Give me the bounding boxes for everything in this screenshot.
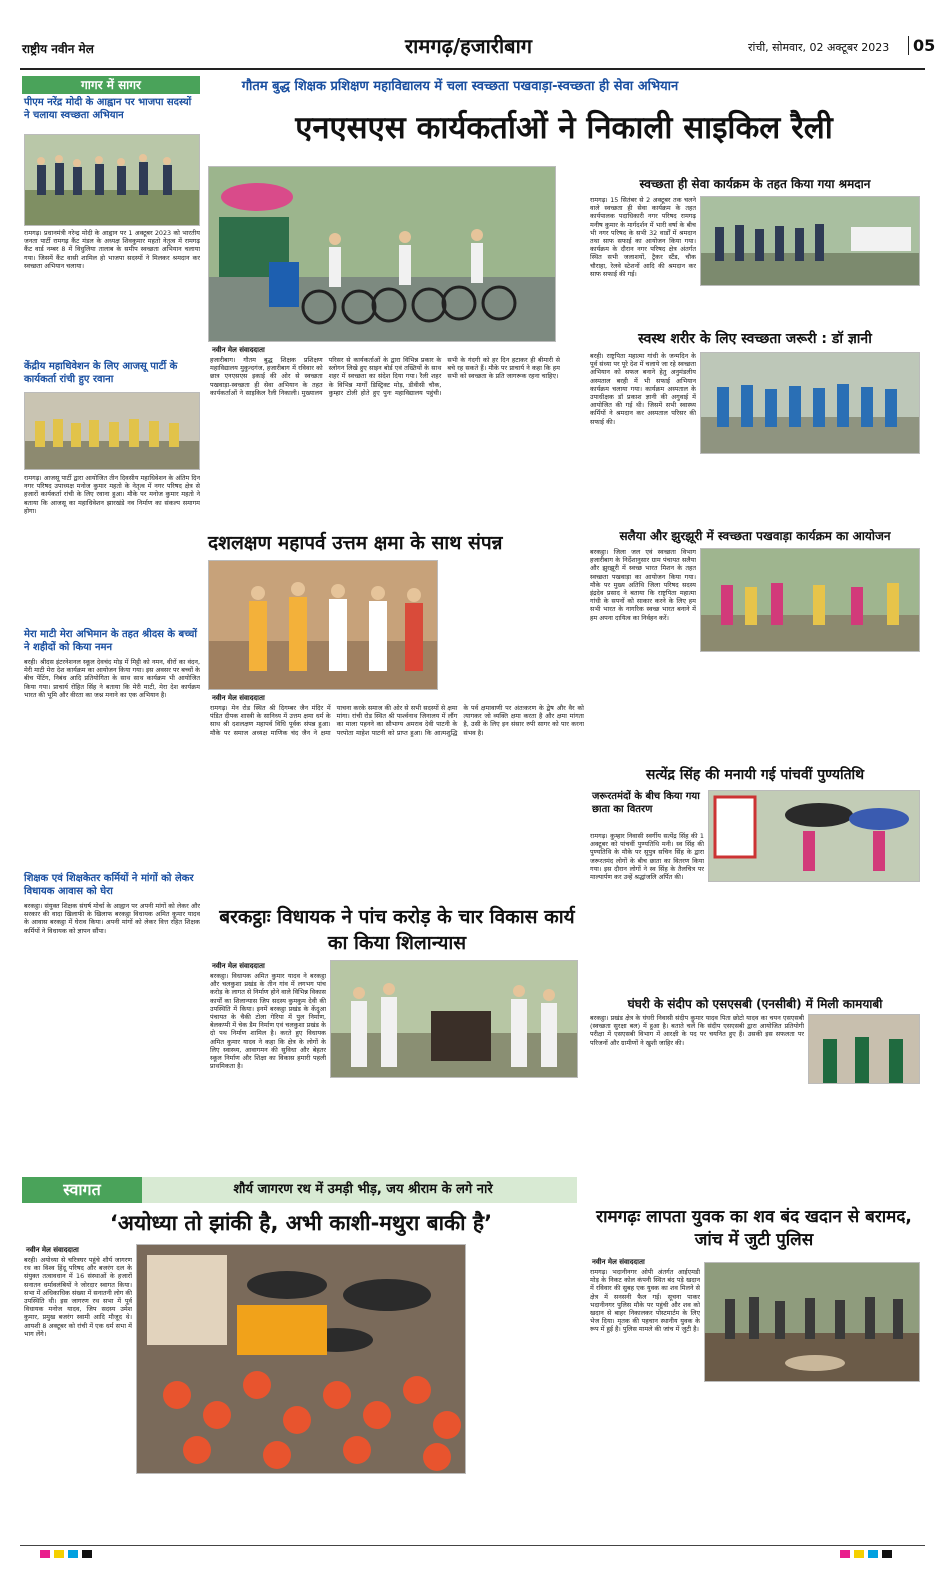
photo-jain-ceremony xyxy=(208,560,438,690)
print-registration-dot xyxy=(54,1550,64,1558)
photo-body-recovery xyxy=(704,1262,920,1382)
ramgarh-byline: नवीन मेल संवाददाता xyxy=(592,1258,645,1266)
photo-cycle-rally xyxy=(208,166,556,342)
photo-sandeep-ssb-image xyxy=(809,1015,920,1084)
print-registration-dot xyxy=(854,1550,864,1558)
bottom-body-left: बरही। अयोध्या से चरित्रघर पहुंचे शौर्य जागरण रथ का विश्व हिंदू परिषद और बजरंग दल के संयुक्त तत्वावधान में 16 संस्थाओं के हजारों सनातन धर्मावलंबियों ने जोरदार स्वागत किया। सभा में अधिकाधिक संख्या में सनातनी लोग की उपस्थिति थी। इस जागरण रथ सभा में पूर्व विधायक मनोज यादव, जिप सदस्य उमेश कुमार, प्रमुख बजरंग स्वामी आदि मौजूद थे। आयशी 8 अक्टूबर को रांची में एक धर्म सभा में भाग लेंगे। xyxy=(24,1256,132,1338)
right-story-5-headline: घंघरी के संदीप को एसएसबी (एनसीबी) में मिली कामयाबी xyxy=(627,997,883,1011)
photo-ajsu-workers-image xyxy=(25,393,200,470)
print-registration-dot xyxy=(882,1550,892,1558)
photo-salaiya-cleanup xyxy=(700,548,920,652)
ramgarh-body: रामगढ़। भदानीनगर ओपी अंतर्गत आईएमडी मोड़ के निकट कोल कंपनी स्थित बंद पड़े खदान में रविवार की सुबह एक युवक का शव मिलने से क्षेत्र में सनसनी फैल गई। सूचना पाकर भदानीनगर पुलिस मौके पर पहुंची और शव को खदान से बाहर निकालकर पोस्टमार्टम के लिए भेज दिया। मृतक की पहचान स्थानीय युवक के रूप में हुई है। पुलिस मामले की जांच में जुटी है। xyxy=(590,1268,700,1334)
footer-color-bar xyxy=(20,1545,925,1559)
main-byline: नवीन मेल संवाददाता xyxy=(212,346,265,354)
photo-sandeep-ssb xyxy=(808,1014,920,1084)
bark-headline: बरकट्ठाः विधायक ने पांच करोड़ के चार विकास कार्य का किया शिलान्यास xyxy=(219,906,575,954)
photo-nagar-parishad xyxy=(700,196,920,286)
newspaper-logo: राष्ट्रीय नवीन मेल xyxy=(22,42,94,56)
swagat-tag: स्वागत xyxy=(22,1177,142,1203)
left-story-3-body: बरही। श्रीदस इंटरनेशनल स्कूल देवचंद मोड़ में मिट्टी को नमन, वीरों का वंदन, मेरी माटी मेरा देश कार्यक्रम का आयोजन किया गया। इस अवसर पर बच्चों के बीच पेंटिंग, निबंध आदि प्रतियोगिता के साथ साथ कार्यक्रम भी आयोजित किया गया। प्राचार्य रोहित सिंह ने बताया कि मेरी माटी, मेरा देश कार्यक्रम भारत की भूमि और वीरता का जश्न मनाने का एक अभियान है। xyxy=(24,658,200,699)
print-registration-dot xyxy=(82,1550,92,1558)
bottom-kicker: शौर्य जागरण रथ में उमड़ी भीड़, जय श्रीराम के लगे नारे xyxy=(233,1182,493,1197)
photo-foundation-stone xyxy=(330,960,578,1078)
page-number: 05 xyxy=(908,36,935,55)
bottom-body-under-photo xyxy=(136,1478,576,1538)
section-title: रामगढ़/हजारीबाग xyxy=(405,34,533,58)
left-story-1-body: रामगढ़। प्रधानमंत्री नरेन्द्र मोदी के आह्वान पर 1 अक्टूबर 2023 को भारतीय जनता पार्टी रामगढ़ कैंट मंडल के अध्यक्ष शिवकुमार महतो नेतृत्व में रामगढ़ कैंट वार्ड नम्बर 8 में विधुलिया तालाब के समीप स्वच्छता अभियान चलाया गया। जिसमें कैंट वासी शामिल हो भाजपा सदस्यों ने मिलकर श्रमदान कर स्वच्छता अभियान चलाया। xyxy=(24,229,200,270)
photo-umbrella-distribution xyxy=(708,790,920,882)
bark-byline: नवीन मेल संवाददाता xyxy=(212,962,265,970)
photo-bjp-cleanup-image xyxy=(25,135,200,226)
bottom-byline: नवीन मेल संवाददाता xyxy=(26,1246,79,1254)
issue-date: रांची, सोमवार, 02 अक्टूबर 2023 xyxy=(748,41,890,54)
photo-hospital-cleanup-image xyxy=(701,353,920,454)
bark-body: बरकट्ठा। विधायक अमित कुमार यादव ने बरकट्ठा और चलकुशा प्रखंड के तीन गांव में लगभग पांच करोड़ के लागत से निर्माण होने वाले विभिन्न विकास कार्यों का शिलान्यास जिप सदस्य कुमकुम देवी की उपस्थिति में किया। इनमें बरकट्ठा प्रखंड के केंदुआ पंचायत के चैकी टोला गेरिया में पुल निर्माण, बेलकप्पी में चेक डैम निर्माण एवं चलकुशा प्रखंड के दो पथ निर्माण शामिल है। करते हुए विधायक अमित कुमार यादव ने कहा कि क्षेत्र के लोगों के लिए स्वास्थ्य, आवागमन की सुविधा और बेहतर स्कूल निर्माण और शिक्षा का विकास हमारी पहली प्राथमिकता है। xyxy=(210,972,326,1071)
print-registration-dot xyxy=(40,1550,50,1558)
photo-foundation-stone-image xyxy=(331,961,578,1078)
photo-shaurya-rath xyxy=(136,1244,466,1474)
dash-byline: नवीन मेल संवाददाता xyxy=(212,694,265,702)
masthead xyxy=(20,30,936,70)
left-story-2-body: रामगढ़। आजसू पार्टी द्वारा आयोजित तीन दिवसीय महाधिवेशन के अंतिम दिन नगर परिषद उपाध्यक्ष मनोज कुमार महतो के नेतृत्व में नगर परिषद क्षेत्र से हजारों कार्यकर्ता रांची के लिए रवाना हुआ। मौके पर मनोज कुमार महतो ने बताया कि आजसू का महाधिवेशन झारखंडे नव निर्माण का संकल्प समागम होगा। xyxy=(24,474,200,515)
print-registration-dot xyxy=(68,1550,78,1558)
ramgarh-body-continued xyxy=(704,1386,920,1536)
photo-cycle-rally-image xyxy=(209,167,556,342)
photo-shaurya-rath-image xyxy=(137,1245,466,1474)
right-story-2-headline: स्वस्थ शरीर के लिए स्वच्छता जरूरी : डॉ ज्ञानी xyxy=(638,331,872,347)
photo-body-recovery-image xyxy=(705,1263,920,1382)
left-story-2-headline: केंद्रीय महाधिवेशन के लिए आजसू पार्टी के कार्यकर्ता रांची हुए रवाना xyxy=(24,361,178,385)
right-story-5-body: बरकट्ठा। प्रखंड क्षेत्र के घंघरी निवासी संदीप कुमार यादव पिता छोटो यादव का चयन एसएसबी (स्वच्छता सुरक्षा बल) में हुआ है। बताते चलें कि संदीप एसएसबी द्वारा आयोजित प्रतियोगी परीक्षा में एसएसबी विभाग में आरक्षी के पद पर चयनित हुए हैं। उसकी इस सफलता पर परिजनों और ग्रामीणों ने खुशी जाहिर की। xyxy=(590,1014,804,1047)
main-body: हजारीबाग। गौतम बुद्ध शिक्षक प्रशिक्षण महाविद्यालय मुकुन्दगंज, हजारीबाग में रविवार को छात्र एनएसएस इकाई की ओर से स्वच्छता पखवाड़ा-स्वच्छता ही सेवा अभियान के तहत कार्यकर्ताओं ने साइकिल रैली निकाली। मुख्यालय परिसर से कार्यकर्ताओं के द्वारा विभिन्न प्रकार के स्लोगन लिखे हुए साइन बोर्ड एवं तख्तियों के साथ शहर में स्वच्छता का संदेश दिया गया। रैली शहर के विभिन्न मार्गों डिस्ट्रिक्ट मोड़, डीवीसी चौक, कुम्हार टोली होते हुए पुनः महाविद्यालय पहुंची। सभी के गंदगी को हर दिन हटाकर ही बीमारी से बचे रह सकते हैं। मौके पर प्राचार्य ने कहा कि हम सभी को स्वच्छता के प्रति जागरूक रहना चाहिए। xyxy=(210,356,560,397)
photo-jain-ceremony-image xyxy=(209,561,438,690)
print-registration-dot xyxy=(840,1550,850,1558)
photo-nagar-parishad-image xyxy=(701,197,920,286)
right-story-3-headline: सलैया और झुरझूरी में स्वच्छता पखवाड़ा कार्यक्रम का आयोजन xyxy=(619,529,891,543)
main-headline: एनएसएस कार्यकर्ताओं ने निकाली साइकिल रैली xyxy=(295,110,833,146)
right-story-3-body: बरकट्ठा। जिला जल एवं स्वच्छता विभाग हजारीबाग के निर्देशानुसार ग्राम पंचायत सलैया और झुरझूरी में स्वच्छ भारत मिशन के तहत स्वच्छता पखवाड़ा का आयोजन किया गया। मौके पर मुख्य अतिथि जिला परिषद सदस्य इंद्रदेव प्रसाद ने बताया कि राष्ट्रपिता महात्मा गांधी के सपनों को साकार करने के लिए हम सभी भारत के नागरिक स्वच्छ भारत बनाने में हम अपना दायित्व का निर्वहन करें। xyxy=(590,548,696,622)
photo-bjp-cleanup xyxy=(24,134,200,226)
dash-body: रामगढ़। मेन रोड स्थित श्री दिगम्बर जैन मंदिर में पंडित दीपक शास्त्री के सानिध्य में उत्तम क्षमा धर्म के साथ श्री दशलक्षण महापर्व विधि पूर्वक संपन्न हुआ। मौके पर समाज अध्यक्ष माणिक चंद जैन ने क्षमा याचना करके समाज की ओर से सभी सदस्यों से क्षमा मांगा। रांची रोड स्थित श्री पार्श्वनाथ जिनालय में लौंग का माला पहनने का सौभाग्य अमराव देवी पाटनी के परपोता माहेश पाटनी को प्राप्त हुआ। कि आत्मशुद्धि के पर्व क्षमावाणी पर अंतःकरण के द्वेष और वैर को त्यागकर जो व्यक्ति क्षमा करता है और क्षमा मांगता है, उसी के लिए इन संसार रुपी सागर को पार करना संभव है। xyxy=(210,704,584,737)
right-story-4-subhead: जरूरतमंदों के बीच किया गया छाता का वितरण xyxy=(592,791,700,815)
photo-salaiya-cleanup-image xyxy=(701,549,920,652)
photo-hospital-cleanup xyxy=(700,352,920,454)
right-story-4-headline: सत्येंद्र सिंह की मनायी गई पांचवीं पुण्यतिथि xyxy=(645,767,865,783)
left-story-1-headline: पीएम नरेंद्र मोदी के आह्वान पर भाजपा सदस्यों ने चलाया स्वच्छता अभियान xyxy=(24,97,192,121)
right-story-4-body: रामगढ़। कुम्हार निवासी स्वर्गीय सत्येंद्र सिंह की 1 अक्टूबर को पांचवीं पुण्यतिथि मनी। स्व सिंह की पुण्यतिथि के मौके पर सुपुत्र सचिन सिंह के द्वारा जरूरतमंद लोगों के बीच छाता का वितरण किया गया। इस दौरान लोगों ने स्व सिंह के तैलचित्र पर माल्यार्पण कर उन्हें श्रद्धांजलि अर्पित की। xyxy=(590,832,704,882)
left-story-4-body: बरकट्ठा। संयुक्त शिक्षक संघर्ष मोर्चा के आह्वान पर अपनी मांगों को लेकर और सरकार की वादा खिलाफी के खिलाफ बरकट्ठा विधायक अमित कुमार यादव के आवास बरकट्ठा में घेराव किया। अपनी मांगों को लेकर वित्त रहित शिक्षक कर्मियों ने विधायक को ज्ञापन सौंपा। xyxy=(24,902,200,935)
right-story-1-body: रामगढ़। 15 सितंबर से 2 अक्टूबर तक चलने वाले स्वच्छता ही सेवा कार्यक्रम के तहत कार्यपालक पदाधिकारी नगर परिषद रामगढ़ मनीष कुमार के मार्गदर्शन में भारी वर्षा के बीच भी नगर परिषद के सभी 32 वार्डों में श्रमदान तथा साफ सफाई का आयोजन किया गया। कार्यक्रम के दौरान नगर परिषद क्षेत्र अंतर्गत स्थित सभी जलाशयों, ट्रैकर स्टैंड, चौक चौराहा, रेलवे स्टेशनों आदि की श्रमदान कर साफ सफाई की गई। xyxy=(590,196,696,278)
right-story-1-headline: स्वच्छता ही सेवा कार्यक्रम के तहत किया गया श्रमदान xyxy=(639,177,871,191)
bottom-body-right xyxy=(470,1246,578,1474)
photo-ajsu-workers xyxy=(24,392,200,470)
dash-headline: दशलक्षण महापर्व उत्तम क्षमा के साथ संपन्न xyxy=(208,532,503,554)
left-story-4-headline: शिक्षक एवं शिक्षकेतर कर्मियों ने मांगों को लेकर विधायक आवास को घेरा xyxy=(24,873,194,897)
main-kicker: गौतम बुद्ध शिक्षक प्रशिक्षण महाविद्यालय में चला स्वच्छता पखवाड़ा-स्वच्छता ही सेवा अभियान xyxy=(241,79,679,94)
bottom-headline: ‘अयोध्या तो झांकी है, अभी काशी-मथुरा बाकी है’ xyxy=(109,1211,493,1235)
section-label-gagar: गागर में सागर xyxy=(22,76,200,94)
left-story-3-headline: मेरा माटी मेरा अभिमान के तहत श्रीदस के बच्चों ने शहीदों को किया नमन xyxy=(24,629,197,653)
print-registration-dot xyxy=(868,1550,878,1558)
right-story-2-body: बरही। राष्ट्रपिता महात्मा गांधी के जन्मदिन के पूर्व संध्या पर पूरे देश में चलाये जा रहे स्वच्छता अभियान को सफल बनाने हेतु अनुमंडलीय अस्पताल बरही में भी सफाई अभियान कार्यक्रम चलाया गया। कार्यक्रम अस्पताल के उपाधीक्षक डॉ प्रकाश ज्ञानी की अगुवाई में आयोजित की गई थी। जिसमें सभी स्वास्थ्य कर्मियों ने श्रमदान कर अस्पताल परिसर की सफाई की। xyxy=(590,352,696,426)
photo-umbrella-distribution-image xyxy=(709,791,920,882)
ramgarh-headline: रामगढ़ः लापता युवक का शव बंद खदान से बरामद, जांच में जुटी पुलिस xyxy=(596,1207,912,1250)
